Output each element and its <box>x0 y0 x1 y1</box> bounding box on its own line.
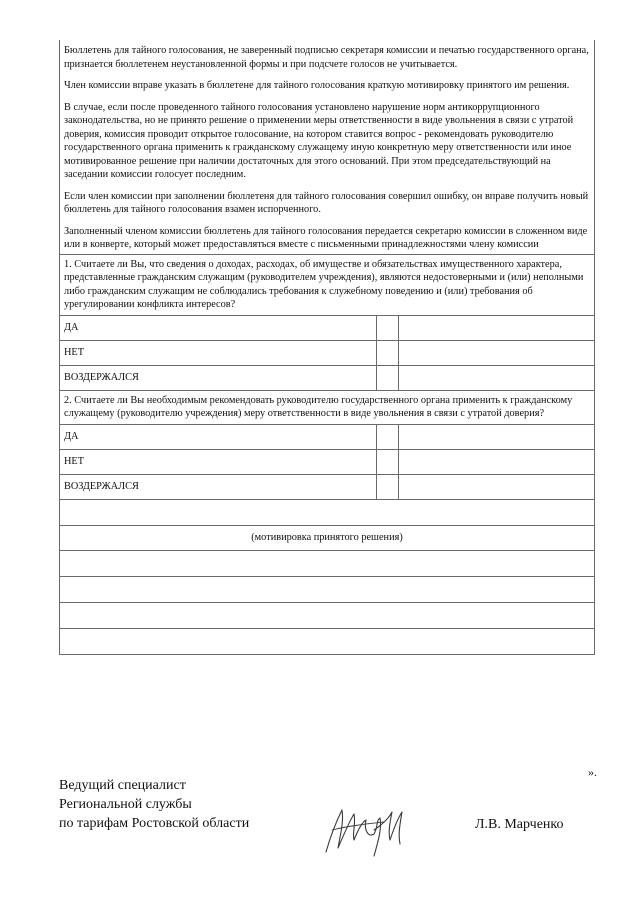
answer-checkbox-no[interactable] <box>377 449 399 474</box>
answer-row <box>60 474 595 499</box>
signer-position-line-2: Региональной службы <box>59 797 192 812</box>
blank-row <box>60 550 595 576</box>
rule-paragraph: В случае, если после проведенного тайного голосования установлено нарушение норм антикоррупционного законодательства, но не принято решение о применении меры ответственности в виде увольнения в связи с утратой доверия, комиссия проводит открытое голосование, на котором ставится вопрос - рекомендовать руководителю государственного органа применить к гражданскому служащему иную конкретную меру ответственности или иное мотивированное решение при наличии достаточных для этого оснований. При этом председательствующий на заседании комиссии голосует последним. <box>64 101 574 180</box>
blank-row <box>60 602 595 628</box>
closing-quote-mark: ». <box>588 765 597 779</box>
answer-blank <box>399 315 595 340</box>
motive-input-line[interactable] <box>60 602 595 628</box>
answer-checkbox-abstain[interactable] <box>377 365 399 390</box>
question-2-row <box>60 390 595 424</box>
signer-position-line-1: Ведущий специалист <box>59 778 186 793</box>
answer-checkbox-yes[interactable] <box>377 424 399 449</box>
blank-row <box>60 576 595 602</box>
motive-caption: (мотивировка принятого решения) <box>60 525 595 550</box>
answer-label-abstain: ВОЗДЕРЖАЛСЯ <box>60 474 377 499</box>
rule-paragraph: Член комиссии вправе указать в бюллетене для тайного голосования краткую мотивировку принятого им решения. <box>64 80 570 91</box>
motive-input-line[interactable] <box>60 628 595 654</box>
answer-blank <box>399 365 595 390</box>
rule-paragraph: Если член комиссии при заполнении бюллетеня для тайного голосования совершил ошибку, он вправе получить новый бюллетень для тайного голосования взамен испорченного. <box>64 190 589 215</box>
voting-rules <box>60 40 595 254</box>
answer-row <box>60 424 595 449</box>
question-2-text: 2. Считаете ли Вы необходимым рекомендовать руководителю государственного органа применить к гражданскому служащему (руководителю учреждения) меру ответственности в виде увольнения в связи с утратой доверия? <box>60 390 595 424</box>
blank-row <box>60 628 595 654</box>
motive-input-line[interactable] <box>60 576 595 602</box>
answer-row <box>60 449 595 474</box>
answer-label-no: НЕТ <box>60 340 377 365</box>
rules-row <box>60 40 595 254</box>
motive-input-line[interactable] <box>60 499 595 525</box>
answer-label-no: НЕТ <box>60 449 377 474</box>
blank-row <box>60 499 595 525</box>
answer-blank <box>399 474 595 499</box>
signer-position-line-3: по тарифам Ростовской области <box>59 816 250 831</box>
answer-label-yes: ДА <box>60 315 377 340</box>
answer-checkbox-abstain[interactable] <box>377 474 399 499</box>
answer-label-yes: ДА <box>60 424 377 449</box>
rule-paragraph: Бюллетень для тайного голосования, не заверенный подписью секретаря комиссии и печатью государственного органа, признается бюллетенем неустановленной формы и при подсчете голосов не учитывается. <box>64 45 589 70</box>
question-1-text: 1. Считаете ли Вы, что сведения о доходах, расходах, об имуществе и обязательствах имущественного характера, представленные гражданским служащим (руководителем учреждения), являются недостоверными и (или) неполными либо гражданским служащим не соблюдались требования к служебному поведению и (или) требования об урегулировании конфликта интересов? <box>60 254 595 315</box>
answer-blank <box>399 340 595 365</box>
answer-blank <box>399 424 595 449</box>
answer-blank <box>399 449 595 474</box>
rule-paragraph: Заполненный членом комиссии бюллетень для тайного голосования передается секретарю комиссии в сложенном виде или в конверте, который может предоставляться вместе с письменными принадлежностями члену комиссии <box>64 225 588 250</box>
answer-row <box>60 315 595 340</box>
signer-name: Л.В. Марченко <box>475 817 564 832</box>
motive-input-line[interactable] <box>60 550 595 576</box>
ballot-table <box>59 40 595 655</box>
question-1-row <box>60 254 595 315</box>
handwritten-signature <box>318 800 408 860</box>
answer-row <box>60 340 595 365</box>
answer-row <box>60 365 595 390</box>
answer-checkbox-no[interactable] <box>377 340 399 365</box>
motive-caption-row <box>60 525 595 550</box>
answer-label-abstain: ВОЗДЕРЖАЛСЯ <box>60 365 377 390</box>
answer-checkbox-yes[interactable] <box>377 315 399 340</box>
